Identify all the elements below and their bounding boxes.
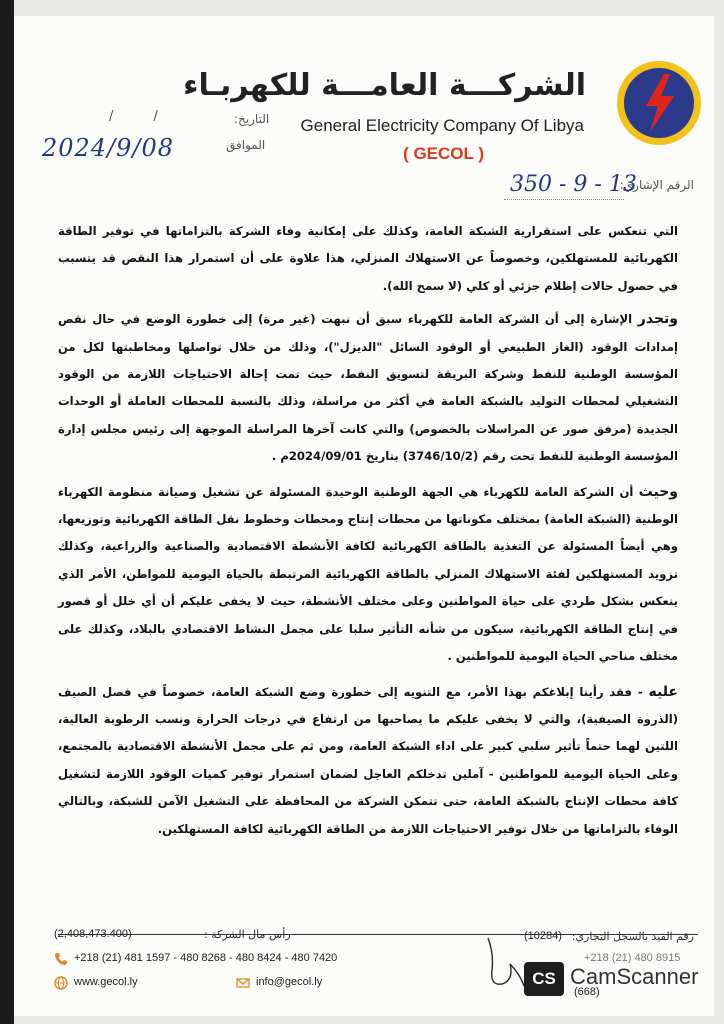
- company-name-english: General Electricity Company Of Libya: [300, 116, 584, 135]
- paragraph-2-lead: وتجدر: [637, 311, 678, 328]
- paragraph-3: [58, 479, 678, 671]
- reference-label: الرقم الإشاري:: [619, 178, 694, 192]
- date-label: التاريخ:: [234, 112, 270, 126]
- letter-page: [14, 16, 714, 1016]
- commercial-reg-value: (10284): [524, 930, 562, 942]
- gecol-logo-icon: [616, 60, 702, 146]
- commercial-reg-label: رقم القيد بالسجل التجاري:: [571, 930, 694, 943]
- paragraph-2: [58, 306, 678, 470]
- paragraph-4: [58, 679, 678, 843]
- camscanner-watermark: CamScanner: [570, 964, 699, 989]
- handwritten-reference: 350 - 9 - 13: [510, 172, 637, 197]
- paragraph-4-text: - فقد رأينا إبلاغكم بهذا الأمر، مع التنويه إلى خطورة وضع الشبكة العامة، خصوصاً في فصل الصيف (الذروة الصيفية)، والتي لا يخفى عليكم ما يصاحبها من ارتفاع في درجات الحرارة ونسب الرطوبة العالية، اللتين لهما حتماً تأثير سلبي كبير على اداء الشبكة العامة، ومن ثم على مجمل الأنشطة الاقتصادية بالمجتمع، وعلى الحياة اليومية للمواطنين - آملين تدخلكم العاجل لضمان استمرار توفير كميات الوقود اللازمة لتشغيل كافة محطات الإنتاج بالشبكة العامة، حتى تتمكن الشركة من المحافظة على التشغيل الآمن للشبكة، وبالتالي الوفاء بالتزاماتها من خلال توفير الاحتياجات اللازمة من الطاقة الكهربائية لكافة المستهلكين.: [58, 684, 678, 836]
- website: www.gecol.ly: [74, 976, 138, 988]
- paragraph-3-lead: وحيث: [638, 483, 678, 500]
- phone-numbers: +218 (21) 481 1597 - 480 8268 - 480 8424 - 480 7420: [74, 952, 338, 964]
- email-address: info@gecol.ly: [256, 976, 323, 988]
- email-icon: [236, 976, 250, 990]
- scan-edge-shadow: [0, 0, 14, 1024]
- paragraph-3-text: أن الشركة العامة للكهرباء هي الجهة الوطنية الوحيدة المسئولة عن تشغيل وصيانة منظومة الكهرباء الوطنية (الشبكة العامة) بمختلف مكوناتها من محطات إنتاج ومحطات وخطوط نقل الطاقة الكهربائية وتوزيعها، وهي أيضاً المسئولة عن التغذية بالطاقة الكهربائية لكافة الأنشطة الاقتصادية والصناعية والزراعية، وكذلك تزويد المستهلكين لفئة الاستهلاك المنزلي بالطاقة الكهربائية المرتبطة بالحياة اليومية للمواطن، الأمر الذي ينعكس بشكل طردي على حياة المواطنين وعلى مختلف الأنشطة، حيث لا يخفى عليكم أن أي خلل أو قصور في إنتاج الطاقة الكهربائية، سيكون من شأنه التأثير سلبا على مجمل النشاط الاقتصادي بالبلاد، وكذلك على مختلف مناحي الحياة اليومية للمواطنين .: [58, 484, 678, 664]
- reference-underline: [504, 199, 624, 200]
- date-slashes: / /: [109, 109, 176, 124]
- globe-icon: [54, 976, 68, 990]
- date-muwafiq-label: الموافق: [226, 138, 266, 152]
- capital-value: (2,408,473.400): [54, 928, 132, 940]
- capital-label: رأس مال الشركة :: [204, 928, 291, 941]
- po-box: (668): [574, 986, 600, 998]
- handwritten-date: 2024/9/08: [42, 134, 175, 162]
- letter-body: [58, 218, 678, 851]
- paragraph-4-lead: عليه: [648, 683, 678, 700]
- company-abbreviation: ( GECOL ): [403, 144, 484, 163]
- paragraph-2-text: الإشارة إلى أن الشركة العامة للكهرباء سبق أن نبهت (غير مرة) إلى خطورة الوضع في حال نقص إمدادات الوقود (الغاز الطبيعي أو الوقود السائل "الديزل")، وذلك من خلال تواصلها ومخاطبتها لكل من المؤسسة الوطنية للنفط وشركة البريقة لتسويق النفط، حيث تمت إحالة الاحتياجات اللازمة من الوقود التشغيلي لمحطات التوليد بالشبكة العامة في أكثر من مراسلة، وذلك بالنسبة للمحطات العاملة أو الوحدات الجديدة (مرفق صور عن المراسلات بالخصوص) والتي كانت آخرها المراسلة الموجهة إلى رئيس مجلس إدارة المؤسسة الوطنية للنفط تحت رقم (3746/10/2) بتاريخ 2024/09/01م .: [58, 312, 678, 464]
- signature-mark: [480, 934, 528, 994]
- paragraph-1: التي تنعكس على استقرارية الشبكة العامة، وكذلك على إمكانية وفاء الشركة بالتزاماتها في توفير الطاقة الكهربائية للمستهلكين، وخصوصاً عن الاستهلاك المنزلي، هذا علاوة على أن استمرار هذا النقص قد يتسبب في حصول حالات إظلام جزئي أو كلي (لا سمح الله).: [58, 224, 678, 293]
- camscanner-badge: CS: [524, 962, 564, 996]
- company-name-arabic: الشركـــة العامـــة للكهربـاء: [183, 68, 586, 103]
- phone-icon: [54, 952, 68, 966]
- phone-secondary: +218 (21) 480 8915: [584, 952, 681, 964]
